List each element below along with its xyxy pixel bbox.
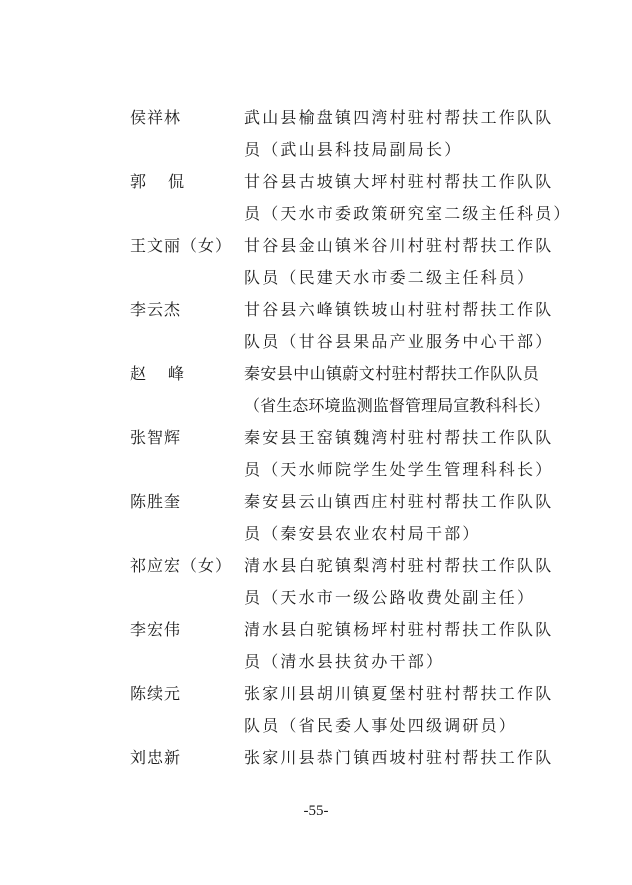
duty-line: 甘谷县古坡镇大坪村驻村帮扶工作队队 (244, 172, 554, 191)
duty-line: 秦安县王窑镇魏湾村驻村帮扶工作队队 (244, 428, 554, 447)
duty-line: 张家川县恭门镇西坡村驻村帮扶工作队 (244, 748, 554, 767)
duty-line: 员（秦安县农业农村局干部） (244, 524, 481, 543)
member-duty (244, 300, 554, 352)
member-duty (244, 428, 554, 480)
duty-line: 清水县白驼镇杨坪村驻村帮扶工作队队 (244, 620, 554, 639)
member-name: 张智辉 (130, 428, 182, 447)
member-duty (244, 620, 554, 672)
duty-line: 队员（民建天水市委二级主任科员） (244, 268, 536, 287)
duty-line: 张家川县胡川镇夏堡村驻村帮扶工作队 (244, 684, 554, 703)
member-name: 侯祥林 (130, 108, 182, 127)
duty-line: 甘谷县金山镇米谷川村驻村帮扶工作队 (244, 236, 554, 255)
duty-line: 秦安县云山镇西庄村驻村帮扶工作队队 (244, 492, 554, 511)
member-name: 陈胜奎 (130, 492, 182, 511)
member-name: 王文丽（女） (130, 236, 233, 255)
duty-line: 甘谷县六峰镇铁坡山村驻村帮扶工作队 (244, 300, 554, 319)
member-name: 陈续元 (130, 684, 182, 703)
duty-line: 队员（甘谷县果品产业服务中心干部） (244, 332, 554, 351)
member-duty (244, 108, 554, 160)
name-char: 赵 (130, 364, 147, 383)
duty-line: 清水县白驼镇梨湾村驻村帮扶工作队队 (244, 556, 554, 575)
duty-line: 员（清水县扶贫办干部） (244, 652, 445, 671)
duty-line: 员（天水师院学生处学生管理科科长） (244, 460, 554, 479)
duty-line: 员（天水市委政策研究室二级主任科员） (244, 204, 572, 223)
page-number: -55- (303, 803, 329, 819)
member-name (130, 172, 184, 192)
name-char: 郭 (130, 172, 147, 191)
duty-line: 员（武山县科技局副局长） (244, 140, 463, 159)
name-char: 侃 (168, 172, 185, 191)
member-name (130, 364, 184, 384)
name-char: 峰 (168, 364, 185, 383)
member-name: 李宏伟 (130, 620, 182, 639)
duty-line: 队员（省民委人事处四级调研员） (244, 716, 518, 735)
member-duty (244, 748, 554, 768)
member-duty (244, 492, 554, 544)
duty-line: 秦安县中山镇蔚文村驻村帮扶工作队队员 (244, 364, 540, 383)
member-name: 祁应宏（女） (130, 556, 233, 575)
member-duty (244, 236, 554, 288)
duty-line: （省生态环境监测监督管理局宣教科科长） (244, 396, 550, 415)
member-name: 刘忠新 (130, 748, 182, 767)
member-duty (244, 364, 554, 416)
member-duty (244, 172, 572, 224)
member-duty (244, 556, 554, 608)
duty-line: 武山县榆盘镇四湾村驻村帮扶工作队队 (244, 108, 554, 127)
member-duty (244, 684, 554, 736)
duty-line: 员（天水市一级公路收费处副主任） (244, 588, 536, 607)
member-name: 李云杰 (130, 300, 182, 319)
